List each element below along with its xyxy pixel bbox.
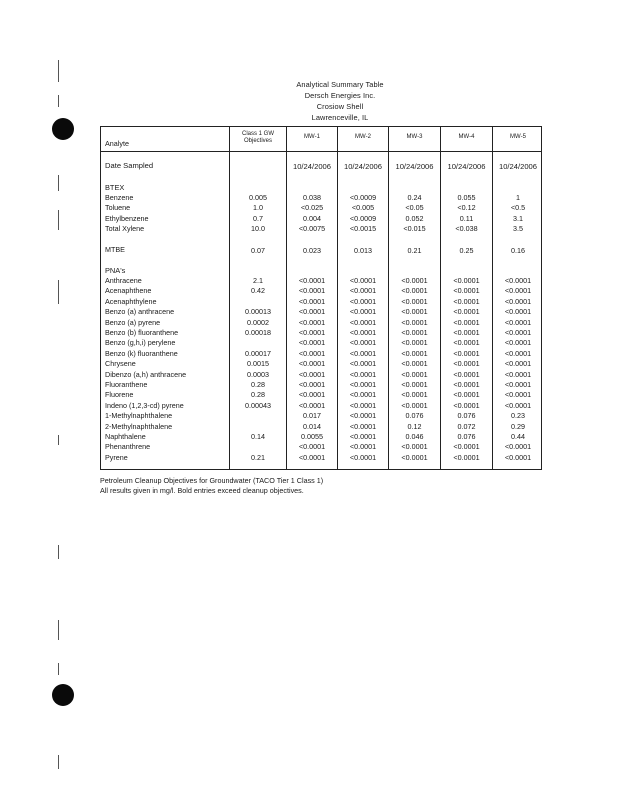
result-value: <0.0001 [349,390,377,400]
result-value: <0.0001 [453,369,480,379]
result-value: <0.038 [455,224,478,234]
result-value: <0.005 [351,203,375,213]
result-value: <0.0001 [504,286,532,296]
result-value: <0.0001 [401,286,428,296]
result-value: <0.0001 [401,276,428,285]
result-value: <0.0001 [298,296,326,306]
result-value: <0.0001 [504,369,532,379]
date-sampled-label: Date Sampled [105,161,154,170]
result-value: 0.0055 [301,432,323,441]
objective-value: 0.00017 [245,348,271,358]
result-value: <0.0001 [298,380,326,389]
result-value: <0.0001 [401,348,428,358]
objective-value: 1.0 [253,203,263,213]
result-value: 0.44 [511,432,525,441]
mtbe-value: 0.25 [459,246,474,255]
result-value: <0.0001 [349,338,377,348]
well-header: MW-4 [458,134,475,140]
result-value: <0.0001 [298,400,326,410]
result-value: <0.0001 [401,317,428,327]
result-value: 0.046 [405,432,424,441]
result-value: 0.29 [511,421,525,431]
result-value: <0.05 [405,203,424,213]
date-sampled-value: 10/24/2006 [498,162,537,171]
result-value: <0.0001 [453,442,480,452]
result-value: <0.0001 [349,442,377,452]
result-value: <0.0001 [298,348,326,358]
objective-value: 0.28 [251,380,265,389]
result-value: <0.0001 [349,359,377,369]
result-value: <0.0001 [504,348,532,358]
mtbe-value: 0.16 [511,246,525,255]
result-value: <0.0015 [349,224,377,234]
analyte-name: Fluorene [105,390,134,400]
result-value: <0.0001 [453,452,480,462]
objective-value: 0.7 [253,213,263,223]
mtbe-value: 0.023 [303,246,321,255]
result-value: <0.0001 [401,442,428,452]
result-value: <0.025 [300,203,324,213]
result-value: <0.0001 [453,390,480,400]
result-value: <0.12 [457,203,476,213]
analyte-name: Acenaphthylene [105,296,157,306]
well-header: MW-1 [304,134,320,140]
result-value: 0.12 [407,421,422,431]
result-value: <0.0001 [453,286,480,296]
analyte-name: Naphthalene [105,432,146,441]
analyte-name: 2-Methylnaphthalene [105,421,173,431]
result-value: <0.0001 [504,442,532,452]
analyte-name: Benzo (a) pyrene [105,317,161,327]
result-value: <0.0001 [401,400,428,410]
analyte-name: 1-Methylnaphthalene [105,411,173,421]
analyte-name: Ethylbenzene [105,213,149,223]
date-sampled-value: 10/24/2006 [292,162,331,171]
result-value: <0.0001 [453,307,480,317]
result-value: <0.0009 [349,193,377,202]
punch-hole-top [52,118,74,140]
result-value: 0.038 [303,193,321,202]
result-value: <0.0001 [349,317,377,327]
result-value: <0.0001 [504,317,532,327]
punch-hole-bottom [52,684,74,706]
result-value: <0.0001 [453,400,480,410]
result-value: <0.0001 [453,328,480,337]
result-value: <0.0001 [504,380,532,389]
result-value: <0.0001 [349,452,377,462]
objective-value: 0.00043 [245,400,271,410]
analyte-name: Fluoranthene [105,380,148,389]
result-value: <0.0001 [453,380,480,389]
scan-mark [58,755,59,769]
result-value: <0.0001 [401,452,428,462]
analyte-name: Benzo (k) fluoranthene [105,348,178,358]
scan-mark [58,545,59,559]
objective-value: 0.0002 [247,317,269,327]
mtbe-value: 0.21 [407,246,422,255]
result-value: <0.0001 [453,317,480,327]
well-header: MW-3 [406,134,423,140]
result-value: <0.0001 [504,307,532,317]
date-sampled-value: 10/24/2006 [395,162,434,171]
result-value: <0.0001 [504,359,532,369]
objective-value: 0.00018 [245,328,271,337]
analyte-name: Total Xylene [105,224,145,234]
result-value: 0.076 [457,432,476,441]
objective-value: 0.14 [251,432,265,441]
analyte-name: Indeno (1,2,3-cd) pyrene [105,400,184,410]
result-value: <0.0001 [504,452,532,462]
analyte-name: Benzene [105,193,134,202]
objective-value: 0.28 [251,390,265,400]
result-value: 0.017 [303,411,321,421]
result-value: <0.0001 [349,411,377,421]
scan-mark [58,663,59,675]
scan-mark [58,95,59,107]
scan-mark [58,210,59,230]
result-value: <0.0001 [298,390,326,400]
analyte-name: Acenaphthene [105,286,152,296]
analyte-name: Benzo (a) anthracene [105,307,175,317]
result-value: <0.0001 [453,338,480,348]
result-value: <0.0001 [453,359,480,369]
result-value: <0.0001 [298,338,326,348]
date-sampled-value: 10/24/2006 [343,162,382,171]
result-value: <0.0001 [504,338,532,348]
result-value: <0.0001 [401,390,428,400]
result-value: 0.055 [457,193,476,202]
result-value: <0.0001 [504,276,532,285]
result-value: <0.0001 [298,307,326,317]
result-value: <0.0001 [504,390,532,400]
result-value: <0.0001 [401,338,428,348]
analytical-summary-table [100,126,542,470]
result-value: <0.0001 [298,452,326,462]
well-header: MW-5 [510,134,526,140]
document-title: Analytical Summary Table [296,80,384,89]
scan-mark [58,435,59,445]
objective-value: 0.00013 [245,307,271,317]
result-value: <0.0001 [298,286,326,296]
analyte-name: Dibenzo (a,h) anthracene [105,369,187,379]
result-value: <0.0001 [453,348,480,358]
result-value: <0.0001 [298,442,326,452]
result-value: 0.076 [405,411,424,421]
footnote-objectives: Petroleum Cleanup Objectives for Groundwater (TACO Tier 1 Class 1) [100,476,324,485]
mtbe-label: MTBE [105,245,125,254]
result-value: 1 [516,193,520,202]
btex-section-label: BTEX [105,183,125,192]
result-value: <0.5 [510,203,526,213]
result-value: <0.0001 [349,400,377,410]
result-value: 3.1 [513,213,523,223]
scan-mark [58,60,59,82]
analyte-name: Pyrene [105,452,128,462]
result-value: <0.0001 [453,296,480,306]
result-value: 0.23 [511,411,525,421]
result-value: <0.0001 [349,369,377,379]
result-value: <0.0001 [298,359,326,369]
scan-mark [58,175,59,191]
result-value: <0.015 [403,224,426,234]
analyte-name: Anthracene [105,276,142,285]
mtbe-value: 0.013 [354,246,372,255]
analyte-column-header: Analyte [105,139,129,148]
objective-value: 0.21 [251,452,265,462]
result-value: <0.0001 [401,380,428,389]
result-value: <0.0001 [298,328,326,337]
scan-mark [58,280,59,304]
result-value: <0.0075 [298,224,326,234]
result-value: <0.0001 [401,359,428,369]
result-value: <0.0009 [349,213,377,223]
site-name: Crosiow Shell [316,102,364,111]
objective-value: 0.0015 [247,359,269,369]
date-sampled-value: 10/24/2006 [447,162,486,171]
company-name: Dersch Energies Inc. [304,91,376,100]
analyte-name: Benzo (g,h,i) perylene [105,338,176,348]
result-value: 0.076 [457,411,476,421]
analyte-name: Chrysene [105,359,136,369]
objective-value: 0.0003 [247,369,269,379]
result-value: <0.0001 [349,432,377,441]
result-value: 0.24 [407,193,422,202]
footnote-units: All results given in mg/l. Bold entries exceed cleanup objectives. [100,486,304,495]
scan-mark [58,620,59,640]
result-value: 3.5 [513,224,523,234]
result-value: <0.0001 [453,276,480,285]
objective-value: 2.1 [253,276,263,285]
result-value: <0.0001 [349,380,377,389]
mtbe-objective: 0.07 [251,246,265,255]
result-value: <0.0001 [401,328,428,337]
pna-section-label: PNA's [105,266,126,275]
result-value: 0.072 [457,421,476,431]
analyte-name: Phenanthrene [105,442,151,452]
well-header: MW-2 [355,134,371,140]
result-value: <0.0001 [349,286,377,296]
result-value: 0.014 [303,421,321,431]
result-value: <0.0001 [298,369,326,379]
result-value: <0.0001 [298,276,326,285]
analyte-name: Toluene [105,203,131,213]
result-value: <0.0001 [504,400,532,410]
result-value: 0.004 [303,213,321,223]
result-value: <0.0001 [504,328,532,337]
objective-value: 10.0 [251,224,265,234]
analyte-name: Benzo (b) fluoranthene [105,328,179,337]
result-value: <0.0001 [349,328,377,337]
result-value: 0.11 [459,213,474,223]
result-value: <0.0001 [349,296,377,306]
result-value: <0.0001 [401,296,428,306]
result-value: <0.0001 [298,317,326,327]
result-value: <0.0001 [349,276,377,285]
result-value: <0.0001 [401,369,428,379]
objective-value: 0.42 [251,286,265,296]
result-value: <0.0001 [349,348,377,358]
result-value: <0.0001 [349,307,377,317]
result-value: <0.0001 [349,421,377,431]
objectives-column-header: Class 1 GW Objectives [241,131,274,144]
result-value: <0.0001 [504,296,532,306]
site-location: Lawrenceville, IL [311,113,369,122]
objective-value: 0.005 [249,193,267,202]
result-value: 0.052 [405,213,424,223]
result-value: <0.0001 [401,307,428,317]
